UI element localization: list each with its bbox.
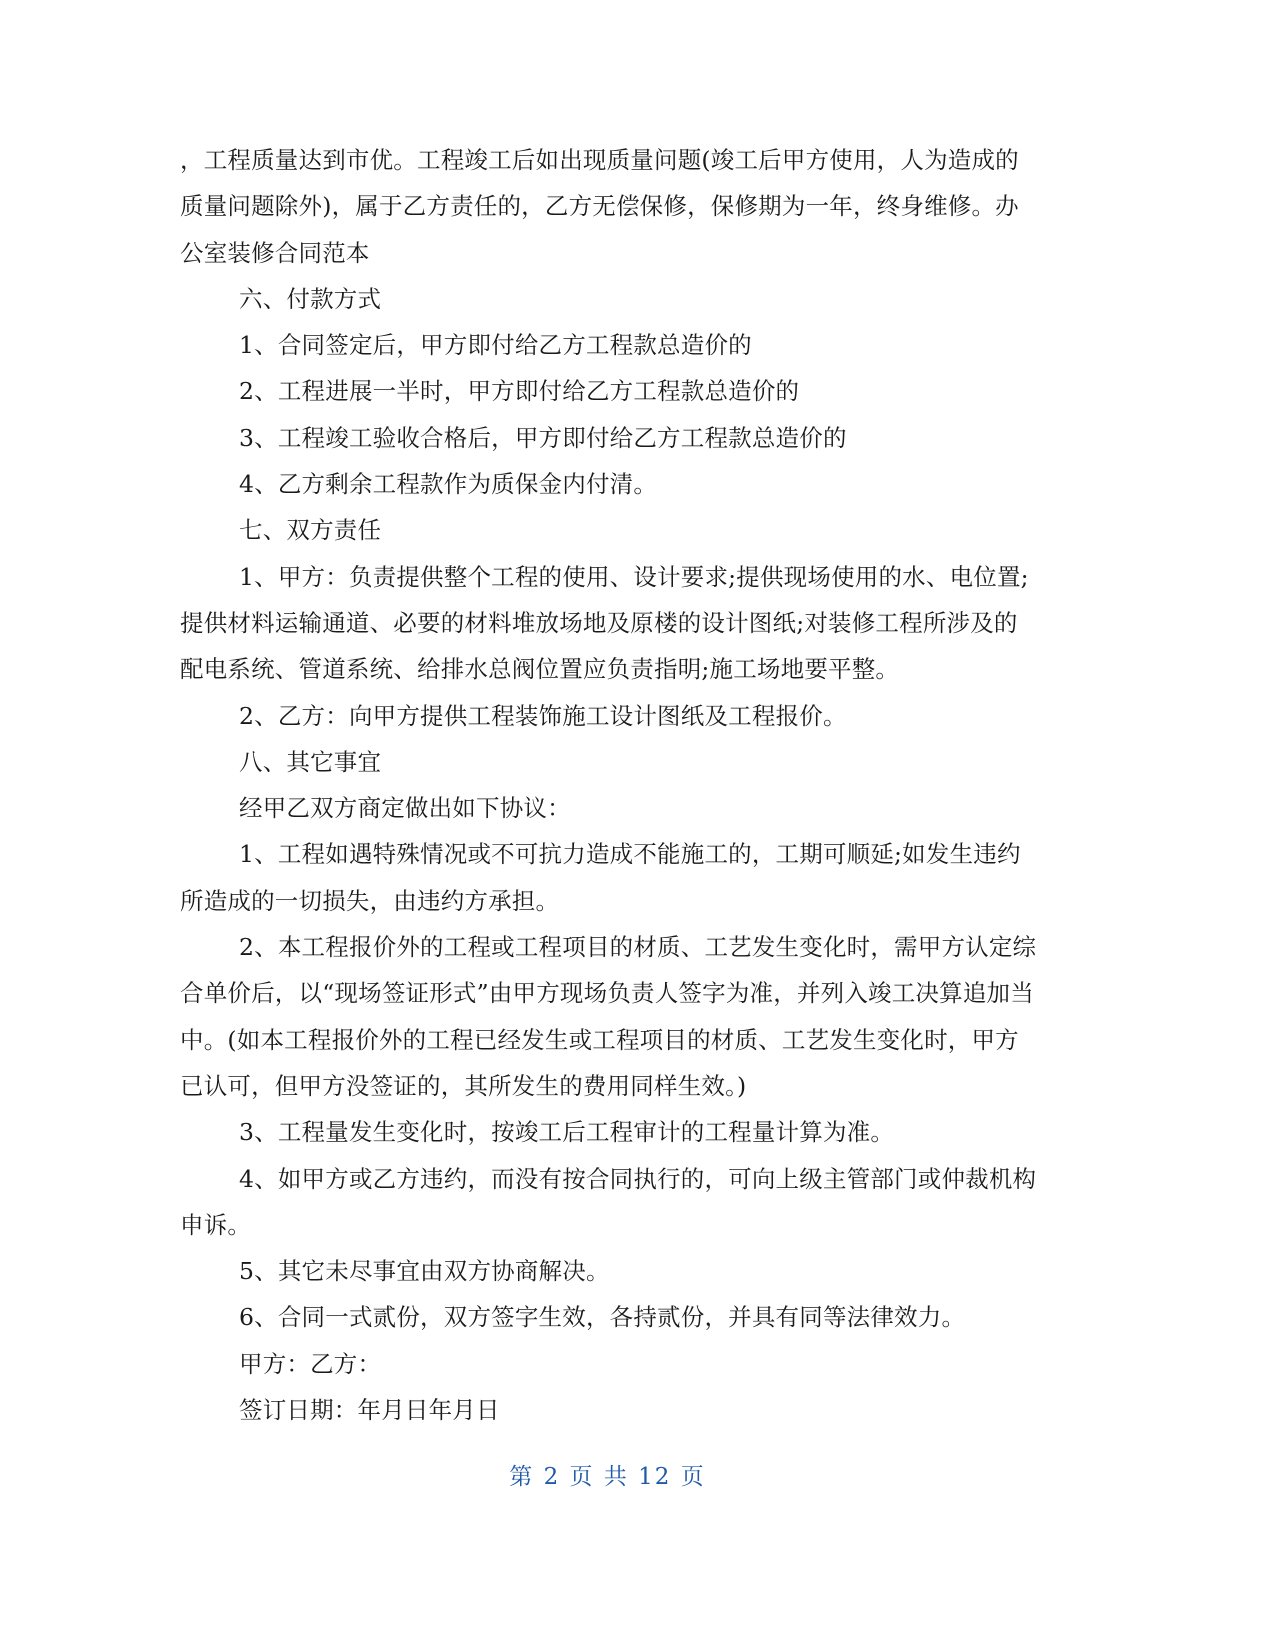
payment-item-1: 1、合同签定后，甲方即付给乙方工程款总造价的 (239, 331, 752, 360)
agreement-item-2: 2、本工程报价外的工程或工程项目的材质、工艺发生变化时，需甲方认定综合单价后，以“现场签证形式”由甲方现场负责人签字为准，并列入竣工决算追加当中。(如本工程报价外的工程已经发生或工程项目的材质、工艺发生变化时，甲方已认可，但甲方没签证的，其所发生的费用同样生效。) (180, 933, 1037, 1100)
signing-date: 签订日期：年月日年月日 (239, 1396, 500, 1425)
agreement-item-5: 5、其它未尽事宜由双方协商解决。 (239, 1257, 610, 1286)
heading-other-matters: 八、其它事宜 (239, 747, 382, 776)
agreement-item-6: 6、合同一式贰份，双方签字生效，各持贰份，并具有同等法律效力。 (239, 1303, 966, 1332)
payment-item-4: 4、乙方剩余工程款作为质保金内付清。 (239, 470, 658, 499)
page-number-footer: 第 2 页 共 12 页 (509, 1464, 706, 1490)
agreement-intro: 经甲乙双方商定做出如下协议： (239, 794, 571, 823)
signature-parties: 甲方：乙方： (239, 1349, 382, 1378)
heading-payment-method: 六、付款方式 (239, 284, 382, 313)
document-page (180, 0, 1040, 1650)
responsibility-party-a: 1、甲方：负责提供整个工程的使用、设计要求;提供现场使用的水、电位置;提供材料运输通道、必要的材料堆放场地及原楼的设计图纸;对装修工程所涉及的配电系统、管道系统、给排水总阀位置应负责指明;施工场地要平整。 (180, 562, 1029, 684)
heading-responsibilities: 七、双方责任 (239, 516, 382, 545)
agreement-item-4: 4、如甲方或乙方违约，而没有按合同执行的，可向上级主管部门或仲裁机构申诉。 (180, 1164, 1037, 1239)
paragraph-quality-warranty: ，工程质量达到市优。工程竣工后如出现质量问题(竣工后甲方使用，人为造成的质量问题除外)，属于乙方责任的，乙方无偿保修，保修期为一年，终身维修。办公室装修合同范本 (180, 146, 1019, 267)
payment-item-2: 2、工程进展一半时，甲方即付给乙方工程款总造价的 (239, 377, 800, 406)
payment-item-3: 3、工程竣工验收合格后，甲方即付给乙方工程款总造价的 (239, 423, 847, 452)
document-body (180, 137, 1040, 1433)
agreement-item-1: 1、工程如遇特殊情况或不可抗力造成不能施工的，工期可顺延;如发生违约所造成的一切损失，由违约方承担。 (180, 840, 1021, 915)
agreement-item-3: 3、工程量发生变化时，按竣工后工程审计的工程量计算为准。 (239, 1118, 895, 1147)
responsibility-party-b: 2、乙方：向甲方提供工程装饰施工设计图纸及工程报价。 (239, 701, 847, 730)
